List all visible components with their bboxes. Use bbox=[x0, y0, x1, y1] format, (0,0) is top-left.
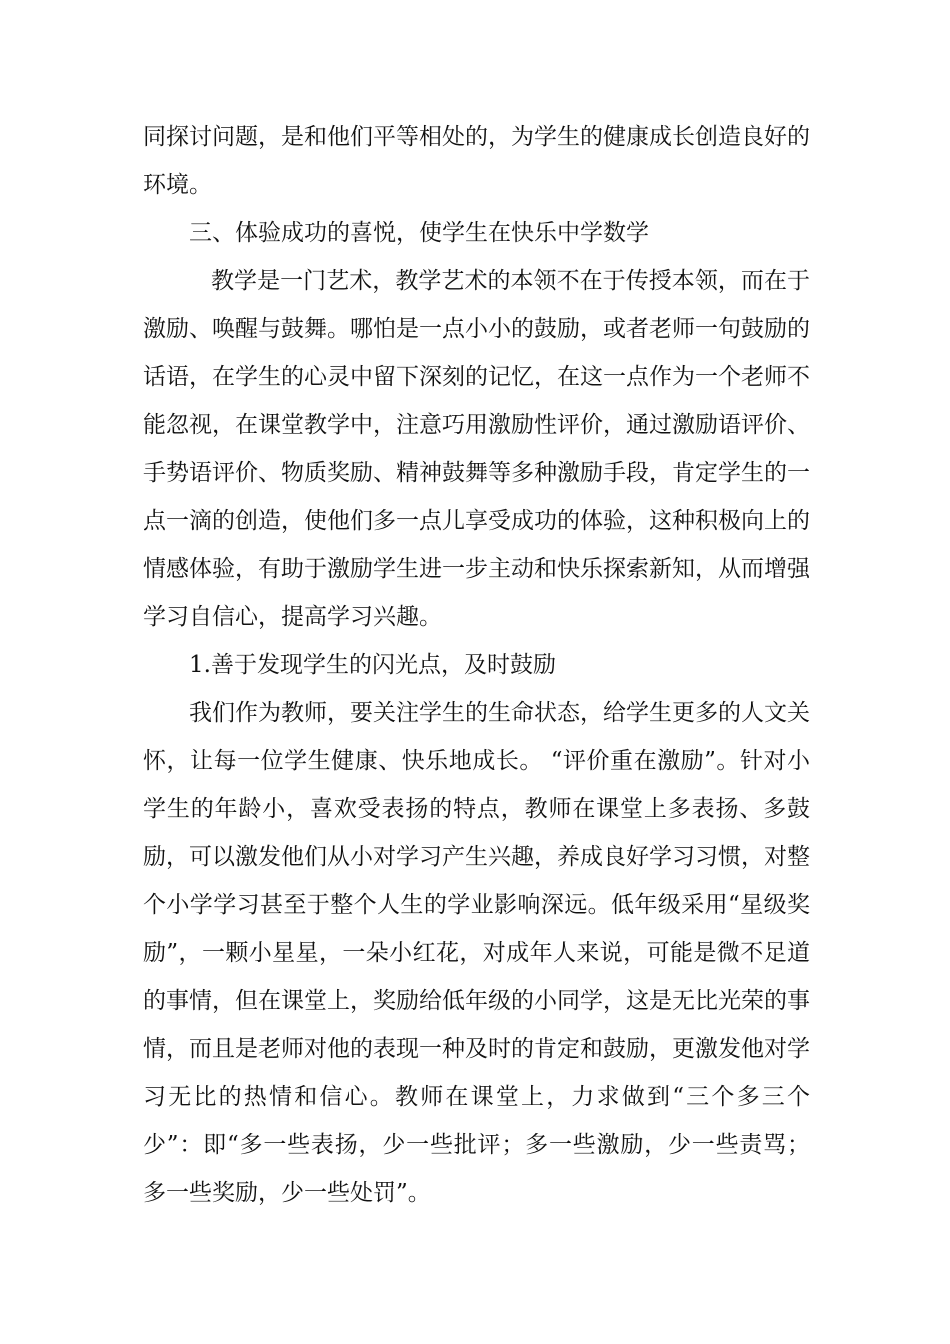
paragraph-encouragement: 我们作为教师，要关注学生的生命状态，给学生更多的人文关怀，让每一位学生健康、快乐地成长。 “评价重在激励”。针对小学生的年龄小，喜欢受表扬的特点，教师在课堂上多表扬、多鼓励，可以激发他们从小对学习产生兴趣，养成良好学习习惯，对整个小学学习甚至于整个人生的学业影响深远。低年级采用“星级奖励”，一颗小星星，一朵小红花，对成年人来说，可能是微不足道的事情，但在课堂上，奖励给低年级的小同学，这是无比光荣的事情，而且是老师对他的表现一种及时的肯定和鼓励，更激发他对学习无比的热情和信心。教师在课堂上，力求做到“三个多三个少”：即“多一些表扬，少一些批评；多一些激励，少一些责骂；多一些奖励，少一些处罚”。 bbox=[143, 700, 810, 1206]
document-body bbox=[143, 113, 810, 1217]
section-heading: 三、体验成功的喜悦，使学生在快乐中学数学 bbox=[189, 220, 649, 246]
paragraph-continued: 同探讨问题，是和他们平等相处的，为学生的健康成长创造良好的环境。 bbox=[143, 124, 810, 198]
paragraph-teaching-art: 教学是一门艺术，教学艺术的本领不在于传授本领，而在于激励、唤醒与鼓舞。哪怕是一点小小的鼓励，或者老师一句鼓励的话语，在学生的心灵中留下深刻的记忆，在这一点作为一个老师不能忽视，在课堂教学中，注意巧用激励性评价，通过激励语评价、手势语评价、物质奖励、精神鼓舞等多种激励手段，肯定学生的一点一滴的创造，使他们多一点儿享受成功的体验，这种积极向上的情感体验，有助于激励学生进一步主动和快乐探索新知，从而增强学习自信心，提高学习兴趣。 bbox=[143, 268, 810, 630]
subsection-heading: 1.善于发现学生的闪光点，及时鼓励 bbox=[189, 652, 556, 678]
